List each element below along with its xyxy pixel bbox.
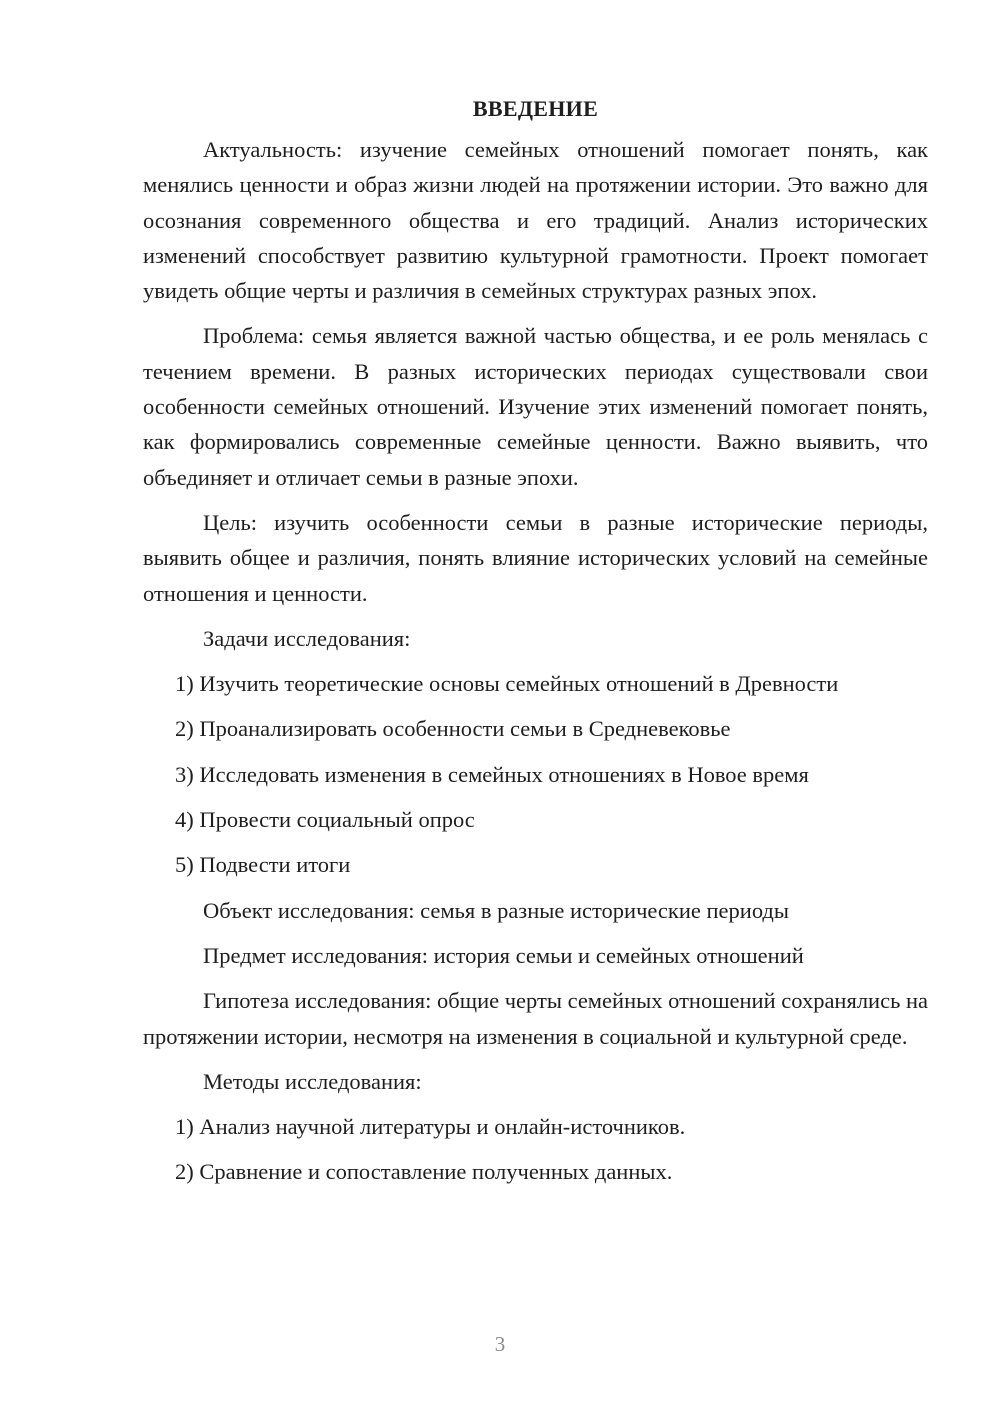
list-item: 1) Изучить теоретические основы семейных отношений в Древности bbox=[175, 671, 839, 697]
relevance-paragraph: Актуальность: изучение семейных отношений помогает понять, как менялись ценности и образ жизни людей на протяжении истории. Это важно для осознания современного общества и его традиций. Анализ исторических изменений способствует развитию культурной грамотности. Проект помогает увидеть общие черты и различия в семейных структурах разных эпох. bbox=[143, 137, 928, 304]
list-item: 4) Провести социальный опрос bbox=[175, 807, 475, 833]
list-item: 5) Подвести итоги bbox=[175, 852, 351, 878]
list-item: 3) Исследовать изменения в семейных отношениях в Новое время bbox=[175, 761, 809, 787]
tasks-list bbox=[143, 666, 928, 882]
hypothesis-paragraph: Гипотеза исследования: общие черты семейных отношений сохранялись на протяжении истории, несмотря на изменения в социальной и культурной среде. bbox=[143, 988, 928, 1049]
list-item: 2) Сравнение и сопоставление полученных данных. bbox=[175, 1159, 673, 1185]
page-number: 3 bbox=[494, 1332, 506, 1356]
methods-heading: Методы исследования: bbox=[203, 1068, 422, 1094]
methods-list bbox=[143, 1109, 928, 1190]
goal-paragraph: Цель: изучить особенности семьи в разные исторические периоды, выявить общее и различия, понять влияние исторических условий на семейные отношения и ценности. bbox=[143, 509, 928, 606]
tasks-heading: Задачи исследования: bbox=[203, 625, 411, 651]
document-page bbox=[143, 90, 928, 1200]
research-object: Объект исследования: семья в разные исторические периоды bbox=[203, 897, 789, 923]
list-item: 1) Анализ научной литературы и онлайн-источников. bbox=[175, 1114, 686, 1140]
list-item: 2) Проанализировать особенности семьи в Средневековье bbox=[175, 716, 731, 742]
research-subject: Предмет исследования: история семьи и семейных отношений bbox=[203, 942, 804, 968]
page-title: ВВЕДЕНИЕ bbox=[472, 96, 599, 121]
problem-paragraph: Проблема: семья является важной частью общества, и ее роль менялась с течением времени. В разных исторических периодах существовали свои особенности семейных отношений. Изучение этих изменений помогает понять, как формировались современные семейные ценности. Важно выявить, что объединяет и отличает семьи в разные эпохи. bbox=[143, 323, 928, 490]
